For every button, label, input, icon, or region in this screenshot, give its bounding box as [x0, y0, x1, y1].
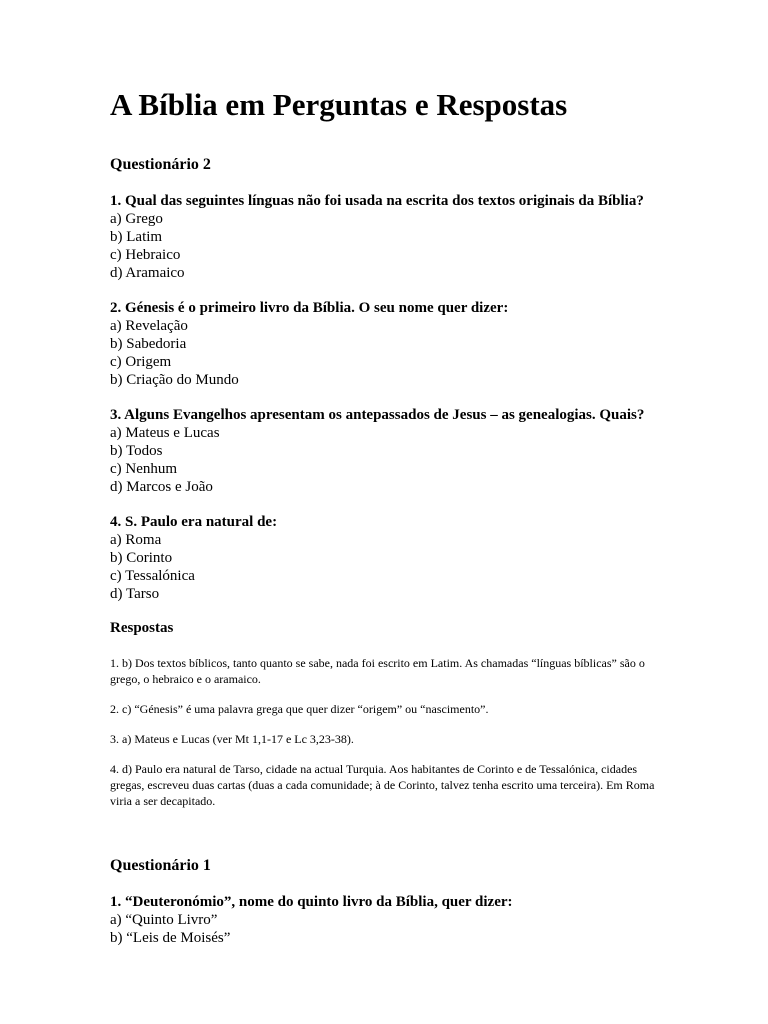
quiz-1-question-1 [110, 893, 668, 947]
quiz-2-question-2 [110, 299, 668, 389]
option-d: b) Criação do Mundo [110, 371, 239, 388]
question-text: 3. Alguns Evangelhos apresentam os antepassados de Jesus – as genealogias. Quais? [110, 406, 645, 423]
question-text: 1. “Deuteronómio”, nome do quinto livro da Bíblia, quer dizer: [110, 894, 513, 911]
answer-1: 1. b) Dos textos bíblicos, tanto quanto se sabe, nada foi escrito em Latim. As chamadas “línguas bíblicas” são o grego, o hebraico e o aramaico. [110, 655, 645, 686]
quiz-2-section [110, 155, 668, 809]
quiz-1-heading: Questionário 1 [110, 856, 211, 874]
option-d: d) Tarso [110, 585, 160, 602]
question-text: 1. Qual das seguintes línguas não foi usada na escrita dos textos originais da Bíblia? [110, 192, 644, 209]
option-c: c) Origem [110, 353, 172, 370]
answer-options [110, 424, 668, 496]
answer-2: 2. c) “Génesis” é uma palavra grega que quer dizer “origem” ou “nascimento”. [110, 701, 489, 716]
answer-options [110, 317, 668, 389]
option-a: a) Grego [110, 210, 163, 227]
question-text: 2. Génesis é o primeiro livro da Bíblia. O seu nome quer dizer: [110, 299, 509, 316]
document-title: A Bíblia em Perguntas e Respostas [110, 87, 568, 122]
answer-options [110, 911, 668, 947]
option-b: b) Latim [110, 228, 163, 245]
option-b: b) Todos [110, 442, 163, 459]
answer-4: 4. d) Paulo era natural de Tarso, cidade na actual Turquia. Aos habitantes de Corinto e de Tessalónica, cidades gregas, escreveu duas cartas (duas a cada comunidade; à de Corinto, talvez tenha escrito uma terceira). Em Roma viria a ser decapitado. [110, 761, 655, 808]
quiz-2-question-1 [110, 192, 668, 282]
option-a: a) “Quinto Livro” [110, 912, 218, 929]
option-c: c) Tessalónica [110, 567, 195, 584]
option-a: a) Revelação [110, 317, 188, 334]
option-c: c) Hebraico [110, 246, 181, 263]
quiz-2-question-4 [110, 513, 668, 603]
quiz-2-question-3 [110, 406, 668, 496]
quiz-1-section [110, 856, 668, 947]
option-a: a) Roma [110, 531, 162, 548]
answer-3: 3. a) Mateus e Lucas (ver Mt 1,1-17 e Lc 3,23-38). [110, 731, 354, 746]
option-d: d) Aramaico [110, 264, 185, 281]
option-d: d) Marcos e João [110, 478, 213, 495]
option-b: b) Corinto [110, 549, 173, 566]
option-c: c) Nenhum [110, 460, 178, 477]
answer-options [110, 531, 668, 603]
option-a: a) Mateus e Lucas [110, 424, 220, 441]
answers-heading: Respostas [110, 619, 174, 636]
quiz-2-heading: Questionário 2 [110, 155, 211, 173]
option-b: b) Sabedoria [110, 335, 187, 352]
question-text: 4. S. Paulo era natural de: [110, 513, 278, 530]
answer-options [110, 210, 668, 282]
option-b: b) “Leis de Moisés” [110, 930, 231, 947]
